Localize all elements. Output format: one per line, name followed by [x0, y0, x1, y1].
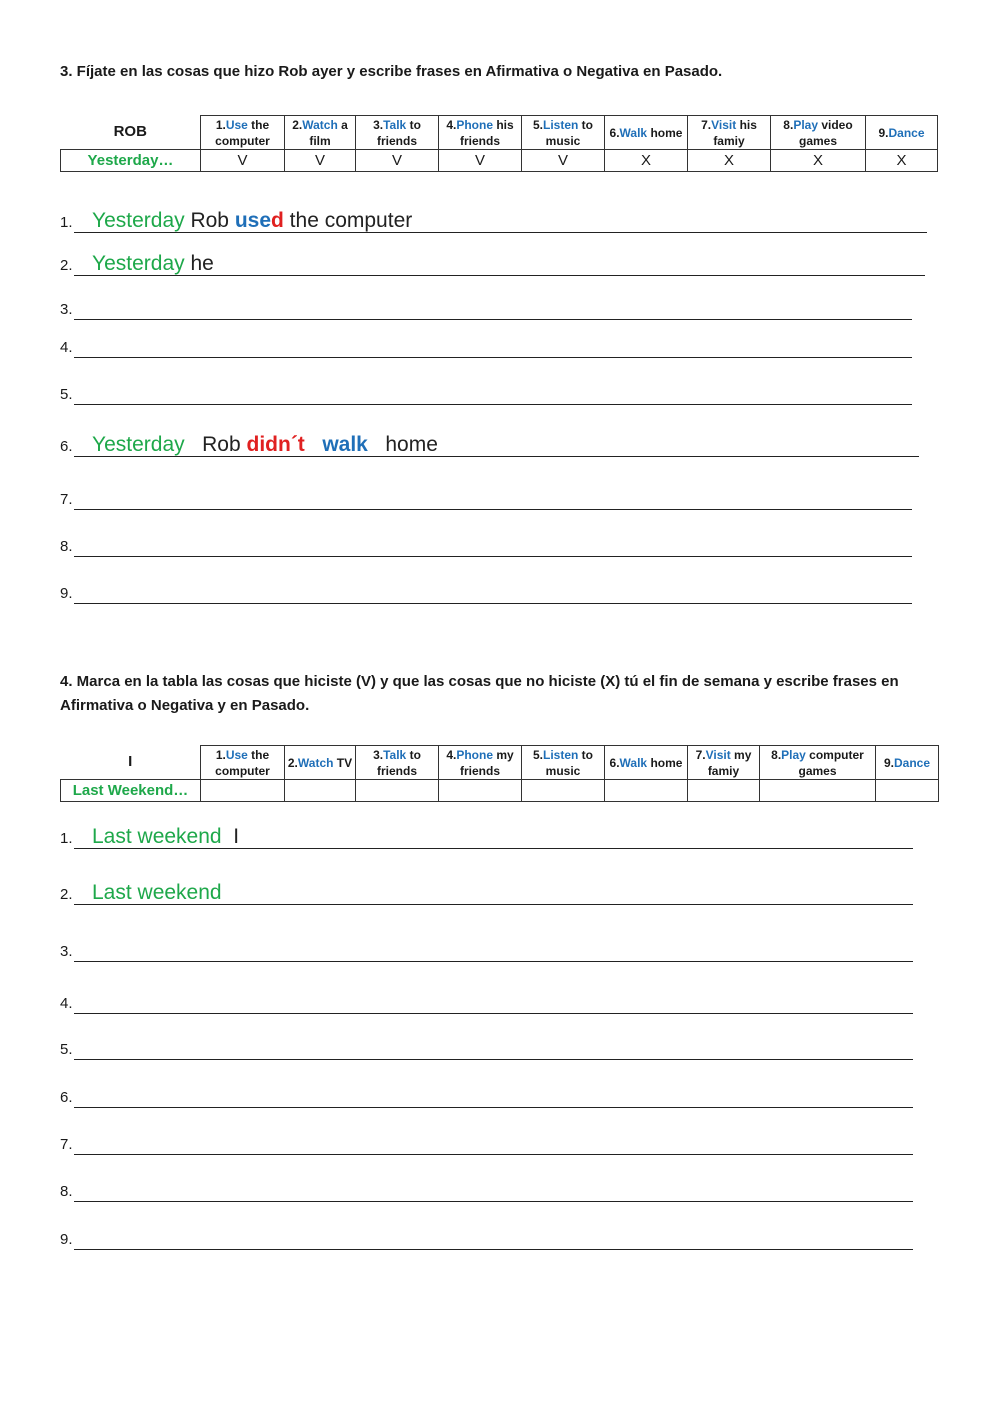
example-answer	[92, 251, 214, 277]
activity-verb: Walk	[619, 125, 648, 140]
activity-number: 4.	[446, 747, 457, 762]
answer-line-number: 9.	[60, 585, 73, 602]
activity-column-header	[771, 116, 866, 150]
activity-mark-cell[interactable]	[876, 780, 939, 802]
activity-column-header	[760, 746, 876, 780]
activity-verb: Talk	[383, 747, 407, 762]
activity-verb: Walk	[619, 755, 648, 770]
activity-column-header	[439, 746, 522, 780]
answer-segment: Rob	[184, 433, 247, 456]
activity-column-header	[356, 116, 439, 150]
writing-underline	[74, 1249, 913, 1250]
answer-line[interactable]	[60, 382, 912, 408]
activity-column-header	[866, 116, 938, 150]
answer-segment: I	[221, 825, 240, 848]
writing-underline	[74, 509, 912, 510]
answer-line-number: 2.	[60, 257, 73, 274]
activity-column-header	[605, 116, 688, 150]
answer-segment: Yesterday	[92, 433, 185, 456]
writing-underline	[74, 1013, 913, 1014]
activity-verb: Dance	[888, 125, 925, 140]
activity-rest: my famiy	[707, 747, 752, 778]
answer-line[interactable]	[60, 1037, 913, 1063]
activity-number: 1.	[215, 117, 226, 132]
example-answer	[92, 208, 412, 234]
answer-line[interactable]	[60, 1085, 913, 1111]
activity-rest: home	[647, 755, 683, 770]
table-corner-label: ROB	[61, 116, 201, 150]
activity-mark-cell[interactable]: V	[522, 150, 605, 172]
activity-number: 6.	[609, 755, 620, 770]
answer-segment: Yesterday	[92, 252, 185, 275]
activity-rest: computer games	[798, 747, 864, 778]
activity-mark-cell[interactable]: X	[605, 150, 688, 172]
answer-line-number: 4.	[60, 995, 73, 1012]
example-answer	[92, 880, 222, 906]
activity-column-header	[522, 116, 605, 150]
activity-mark-cell[interactable]	[522, 780, 605, 802]
table-corner-label: I	[61, 746, 201, 780]
answer-line[interactable]	[60, 487, 912, 513]
activity-verb: Use	[225, 117, 248, 132]
activity-column-header	[201, 746, 285, 780]
activity-number: 7.	[701, 117, 712, 132]
activity-mark-cell[interactable]	[439, 780, 522, 802]
answer-line-number: 6.	[60, 1089, 73, 1106]
activity-rest: a film	[309, 117, 348, 148]
answer-segment: Yesterday	[92, 209, 185, 232]
activity-verb: Listen	[543, 747, 579, 762]
activity-mark-cell[interactable]: X	[866, 150, 938, 172]
activity-verb: Talk	[383, 117, 407, 132]
activity-rest: his friends	[459, 117, 514, 148]
answer-line-number: 9.	[60, 1231, 73, 1248]
answer-line[interactable]	[60, 826, 913, 852]
writing-underline	[74, 603, 912, 604]
activity-verb: Watch	[297, 755, 334, 770]
writing-underline	[74, 556, 912, 557]
activity-verb: Play	[793, 117, 818, 132]
answer-line-number: 7.	[60, 1136, 73, 1153]
activity-number: 3.	[373, 117, 384, 132]
rob-activities-table	[60, 115, 938, 172]
answer-line-number: 4.	[60, 339, 73, 356]
answer-segment: home	[367, 433, 438, 456]
activity-rest: TV	[333, 755, 353, 770]
activity-mark-cell[interactable]: X	[771, 150, 866, 172]
activity-number: 4.	[446, 117, 457, 132]
answer-line-number: 3.	[60, 943, 73, 960]
activity-mark-cell[interactable]	[356, 780, 439, 802]
answer-line-number: 5.	[60, 1041, 73, 1058]
activity-rest: to music	[545, 117, 594, 148]
exercise-3-number: 3	[60, 63, 69, 80]
writing-underline	[74, 404, 912, 405]
activity-mark-cell[interactable]: V	[439, 150, 522, 172]
answer-line-number: 5.	[60, 386, 73, 403]
answer-segment: didn´t	[246, 433, 305, 456]
answer-line[interactable]	[60, 434, 919, 460]
answer-line[interactable]	[60, 581, 912, 607]
activity-column-header	[876, 746, 939, 780]
answer-segment: Last weekend	[92, 825, 222, 848]
answer-line[interactable]	[60, 1227, 913, 1253]
activity-rest: to friends	[376, 117, 421, 148]
answer-line-number: 8.	[60, 1183, 73, 1200]
activity-verb: Visit	[705, 747, 731, 762]
answer-line[interactable]	[60, 253, 925, 279]
writing-underline	[74, 1059, 913, 1060]
activity-mark-cell[interactable]	[285, 780, 356, 802]
activity-verb: Listen	[543, 117, 579, 132]
activity-column-header	[522, 746, 605, 780]
answer-line-number: 7.	[60, 491, 73, 508]
answer-line[interactable]	[60, 939, 913, 965]
activity-number: 3.	[373, 747, 384, 762]
table-row-label: Yesterday…	[61, 150, 201, 172]
activity-column-header	[356, 746, 439, 780]
answer-segment: d	[271, 209, 284, 232]
activity-rest: video games	[798, 117, 853, 148]
activity-verb: Use	[225, 747, 248, 762]
activity-column-header	[688, 746, 760, 780]
answer-line-number: 6.	[60, 438, 73, 455]
answer-segment	[305, 433, 323, 456]
activity-number: 5.	[532, 747, 543, 762]
activity-verb: Play	[781, 747, 806, 762]
activity-mark-cell[interactable]: V	[201, 150, 285, 172]
table-marks-row	[61, 150, 938, 172]
writing-underline	[74, 1201, 913, 1202]
activity-number: 9.	[878, 125, 889, 140]
answer-line[interactable]	[60, 882, 913, 908]
exercise-3-instruction	[60, 60, 940, 84]
activity-rest: the computer	[215, 117, 270, 148]
example-answer	[92, 824, 239, 850]
writing-underline	[74, 1107, 913, 1108]
activity-mark-cell[interactable]	[688, 780, 760, 802]
answer-line[interactable]	[60, 534, 912, 560]
exercise-4-instruction	[60, 670, 940, 718]
answer-line-number: 1.	[60, 214, 73, 231]
activity-mark-cell[interactable]	[201, 780, 285, 802]
activity-number: 8.	[771, 747, 782, 762]
activity-column-header	[285, 116, 356, 150]
answer-line[interactable]	[60, 1132, 913, 1158]
activity-column-header	[285, 746, 356, 780]
answer-line-number: 2.	[60, 886, 73, 903]
activity-verb: Phone	[456, 747, 493, 762]
table-marks-row	[61, 780, 939, 802]
exercise-4-text: 4. Marca en la tabla las cosas que hiciste (V) y que las cosas que no hiciste (X) tú el fin de semana y escribe frases en Afirmativa o Negativa y en Pasado.	[60, 673, 899, 714]
activity-verb: Visit	[711, 117, 737, 132]
activity-number: 2.	[292, 117, 303, 132]
activity-rest: to friends	[376, 747, 421, 778]
activity-column-header	[688, 116, 771, 150]
activity-mark-cell[interactable]	[605, 780, 688, 802]
activity-column-header	[439, 116, 522, 150]
activity-mark-cell[interactable]: V	[285, 150, 356, 172]
answer-segment: Last weekend	[92, 881, 222, 904]
answer-line-number: 8.	[60, 538, 73, 555]
my-weekend-activities-table	[60, 745, 939, 802]
activity-number: 5.	[532, 117, 543, 132]
activity-number: 6.	[609, 125, 620, 140]
table-header-row	[61, 116, 938, 150]
example-answer	[92, 432, 438, 458]
activity-rest: my friends	[459, 747, 514, 778]
activity-rest: home	[647, 125, 683, 140]
activity-verb: Phone	[456, 117, 493, 132]
table-row-label: Last Weekend…	[61, 780, 201, 802]
answer-segment: he	[184, 252, 214, 275]
activity-number: 8.	[783, 117, 794, 132]
activity-column-header	[201, 116, 285, 150]
activity-number: 7.	[695, 747, 706, 762]
answer-segment: Rob	[184, 209, 235, 232]
activity-number: 9.	[883, 755, 894, 770]
activity-mark-cell[interactable]	[760, 780, 876, 802]
writing-underline	[74, 319, 912, 320]
answer-line-number: 3.	[60, 301, 73, 318]
activity-verb: Watch	[302, 117, 338, 132]
writing-underline	[74, 961, 913, 962]
activity-mark-cell[interactable]: X	[688, 150, 771, 172]
answer-line-number: 1.	[60, 830, 73, 847]
activity-mark-cell[interactable]: V	[356, 150, 439, 172]
activity-rest: his famiy	[713, 117, 757, 148]
writing-underline	[74, 1154, 913, 1155]
activity-rest: to music	[545, 747, 594, 778]
activity-rest: the computer	[215, 747, 270, 778]
activity-column-header	[605, 746, 688, 780]
answer-segment: the computer	[283, 209, 413, 232]
answer-line[interactable]	[60, 210, 927, 236]
table-header-row	[61, 746, 939, 780]
answer-segment: walk	[322, 433, 368, 456]
exercise-3-text: . Fíjate en las cosas que hizo Rob ayer y escribe frases en Afirmativa o Negativa en Pasado.	[68, 63, 723, 80]
activity-verb: Dance	[893, 755, 931, 770]
answer-line[interactable]	[60, 335, 912, 361]
activity-number: 1.	[215, 747, 226, 762]
writing-underline	[74, 357, 912, 358]
activity-number: 2.	[287, 755, 298, 770]
answer-line[interactable]	[60, 991, 913, 1017]
answer-segment: use	[234, 209, 272, 232]
answer-line[interactable]	[60, 1179, 913, 1205]
answer-line[interactable]	[60, 297, 912, 323]
